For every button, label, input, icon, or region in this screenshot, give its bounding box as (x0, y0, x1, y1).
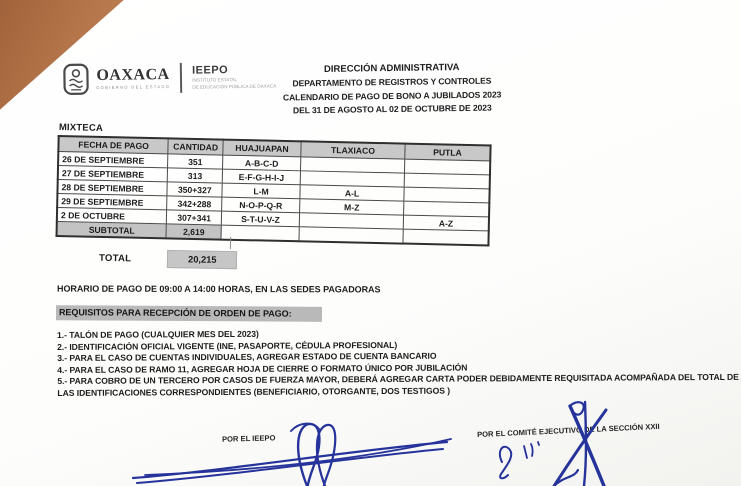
col-header-fecha: FECHA DE PAGO (58, 136, 168, 154)
signature-label-comite: POR EL COMITÉ EJECUTIVO DE LA SECCIÓN XXII (476, 421, 660, 440)
header-line4: DEL 31 DE AGOSTO AL 02 DE OCTUBRE DE 2023 (292, 102, 492, 116)
col-header-huajuapan: HUAJUAPAN (223, 140, 301, 157)
cell-huajuapan: S-T-U-V-Z (221, 211, 299, 227)
cell-cantidad: 307+341 (167, 210, 222, 225)
col-header-putla: PUTLA (405, 144, 491, 161)
requirement-item-1: 1.- TALÓN DE PAGO (CUALQUIER MES DEL 2023) (57, 328, 259, 340)
document-header (281, 60, 504, 118)
cell-fecha: 2 DE OCTUBRE (57, 208, 167, 224)
header-line2: DEPARTAMENTO DE REGISTROS Y CONTROLES (292, 75, 492, 89)
requirement-item-3: 3.- PARA EL CASO DE CUENTAS INDIVIDUALES, AGREGAR ESTADO DE CUENTA BANCARIO (57, 350, 437, 364)
logo-divider (180, 63, 182, 93)
col-header-cantidad: CANTIDAD (168, 138, 223, 155)
subtotal-value: 2,619 (166, 224, 221, 240)
signature-ink-right-icon (488, 402, 663, 486)
total-row (99, 249, 238, 269)
schedule-note: HORARIO DE PAGO DE 09:00 A 14:00 HORAS, EN LAS SEDES PAGADORAS (56, 283, 381, 295)
brand-name: OAXACA (96, 65, 170, 85)
brand-subtitle: GOBIERNO DEL ESTADO (96, 83, 171, 91)
region-label: MIXTECA (58, 122, 104, 134)
cell-fecha: 26 DE SEPTIEMBRE (58, 152, 168, 168)
requirement-item-2: 2.- IDENTIFICACIÓN OFICIAL VIGENTE (INE, PASAPORTE, CÉDULA PROFESIONAL) (57, 339, 398, 352)
subtotal-empty-cell (403, 229, 489, 245)
cell-huajuapan: A-B-C-D (223, 155, 301, 171)
requirements-heading: REQUISITOS PARA RECEPCIÓN DE ORDEN DE PAGO: (56, 305, 322, 322)
oaxaca-seal-icon (63, 63, 89, 95)
requirements-list (57, 326, 741, 400)
total-connector-line (230, 237, 231, 249)
col-header-tlaxiaco: TLAXIACO (301, 141, 406, 159)
requirement-item-5: 5.- PARA COBRO DE UN TERCERO POR CASOS DE FUERZA MAYOR, DEBERÁ AGREGAR CARTA PODER DEBIDAMENTE REQUISITADA ACOMPAÑADA DEL TOTAL DE LAS IDENTIFICACIONES CORRESPONDIENTES (BENEFICIARIO, OTORGANTE, DOS TESTIGOS ) (57, 372, 739, 398)
org-subtitle-line1: INSTITUTO ESTATAL (192, 76, 238, 83)
cell-fecha: 28 DE SEPTIEMBRE (57, 180, 167, 196)
cell-cantidad: 350+327 (167, 182, 222, 197)
cell-huajuapan: E-F-G-H-I-J (222, 169, 300, 185)
cell-tlaxiaco: M-Z (299, 199, 404, 215)
total-value: 20,215 (167, 250, 237, 269)
header-line1: DIRECCIÓN ADMINISTRATIVA (323, 62, 460, 75)
logo-block (63, 61, 277, 96)
signature-label-ieepo: POR EL IEEPO (221, 433, 276, 444)
cell-cantidad: 342+288 (167, 196, 222, 211)
header-line3: CALENDARIO DE PAGO DE BONO A JUBILADOS 2023 (282, 88, 502, 103)
cell-huajuapan: L-M (222, 183, 300, 199)
requirement-item-4: 4.- PARA EL CASO DE RAMO 11, AGREGAR HOJA DE CIERRE O FORMATO ÚNICO POR JUBILACIÓN (57, 362, 468, 375)
payment-table-section (55, 122, 493, 246)
total-label: TOTAL (98, 252, 132, 264)
cell-huajuapan: N-O-P-Q-R (222, 197, 300, 213)
org-subtitle-line2: DE EDUCACIÓN PÚBLICA DE OAXACA (192, 83, 277, 90)
subtotal-empty-cell (299, 227, 404, 244)
payment-calendar-table (55, 135, 491, 246)
org-name: IEEPO (191, 64, 229, 77)
subtotal-empty-cell (221, 225, 299, 241)
cell-tlaxiaco: A-L (300, 185, 405, 201)
subtotal-label: SUBTOTAL (57, 221, 167, 238)
cell-fecha: 27 DE SEPTIEMBRE (58, 166, 168, 182)
brand-wordmark (96, 67, 170, 90)
cell-putla: A-Z (403, 215, 489, 231)
org-block (192, 64, 276, 89)
cell-cantidad: 313 (167, 168, 222, 183)
cell-cantidad: 351 (168, 154, 223, 169)
cell-fecha: 29 DE SEPTIEMBRE (57, 194, 167, 210)
signature-ink-left-icon (125, 420, 455, 486)
